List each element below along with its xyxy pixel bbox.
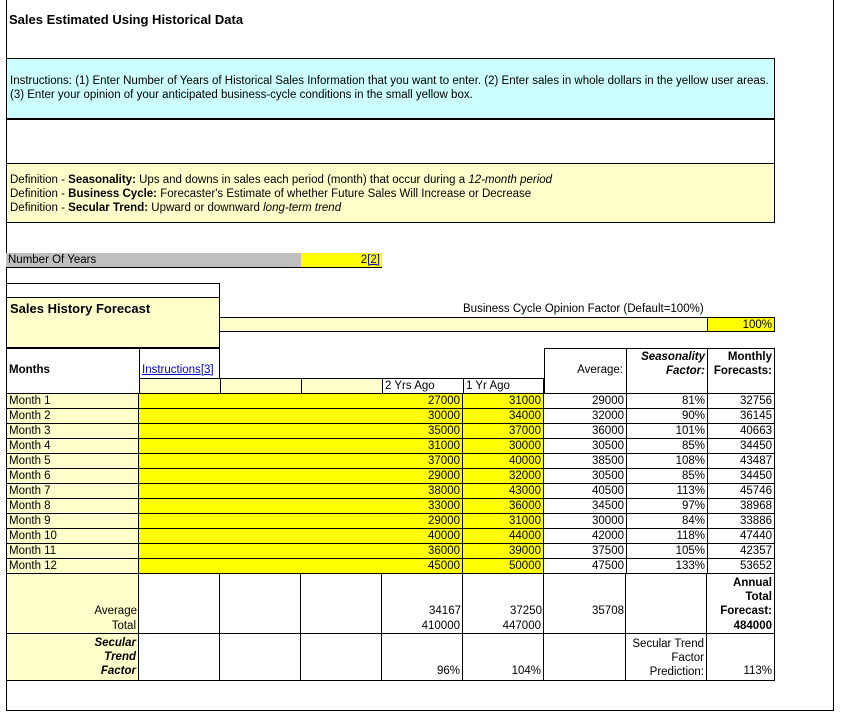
month-label: Month 5 (6, 454, 139, 469)
header-monthly-line2: Forecasts: (713, 365, 772, 377)
subheader-yellow (220, 378, 301, 394)
header-monthly (707, 348, 775, 378)
sales-2yrs-input[interactable]: 40000 (382, 529, 463, 544)
sales-1yr-input[interactable]: 40000 (463, 454, 544, 469)
summary-blank (301, 574, 382, 620)
instructions-input[interactable] (139, 544, 220, 559)
subheader-blank (6, 378, 139, 394)
input-cell[interactable] (220, 424, 301, 439)
average-value: 36000 (544, 424, 626, 439)
trend-prediction-label (626, 634, 707, 681)
secular-1yr: 104% (463, 634, 544, 681)
forecast-value: 43487 (707, 454, 775, 469)
seasonality-value: 90% (626, 409, 707, 424)
sales-2yrs-input[interactable]: 35000 (382, 424, 463, 439)
secular-blank (220, 634, 301, 681)
header-seasonality (626, 348, 707, 378)
sales-2yrs-input[interactable]: 29000 (382, 514, 463, 529)
forecast-value: 33886 (707, 514, 775, 529)
month-label: Month 11 (6, 544, 139, 559)
input-cell[interactable] (220, 484, 301, 499)
seasonality-value: 101% (626, 424, 707, 439)
average-overall: 35708 (592, 605, 624, 617)
forecast-value: 34450 (707, 469, 775, 484)
average-value: 42000 (544, 529, 626, 544)
annual-line3: Forecast: (720, 605, 772, 617)
input-cell[interactable] (301, 469, 382, 484)
header-monthly-line1: Monthly (727, 351, 772, 363)
input-cell[interactable] (301, 529, 382, 544)
instructions-input[interactable] (139, 454, 220, 469)
input-cell[interactable] (301, 559, 382, 574)
seasonality-value: 118% (626, 529, 707, 544)
total-blank (301, 619, 382, 634)
sales-1yr-input[interactable]: 30000 (463, 439, 544, 454)
sales-2yrs-input[interactable]: 38000 (382, 484, 463, 499)
sales-2yrs-input[interactable]: 30000 (382, 409, 463, 424)
seasonality-value: 85% (626, 469, 707, 484)
header-instructions[interactable] (139, 348, 220, 378)
seasonality-value: 81% (626, 394, 707, 409)
input-cell[interactable] (301, 544, 382, 559)
instructions-text: Instructions: (1) Enter Number of Years of Historical Sales Information that you want to enter. (2) Enter sales in whole dollars in the yellow user areas. (3) Enter your opinion of your anticipated business-cycle conditions in the small yellow box. (10, 75, 769, 101)
input-cell[interactable] (220, 469, 301, 484)
month-label: Month 2 (6, 409, 139, 424)
forecast-value: 36145 (707, 409, 775, 424)
input-cell[interactable] (220, 514, 301, 529)
average-value: 34500 (544, 499, 626, 514)
definition-term: Seasonality: (68, 174, 136, 186)
month-label: Month 10 (6, 529, 139, 544)
definition-prefix: Definition - (10, 188, 69, 200)
sales-2yrs-input[interactable]: 29000 (382, 469, 463, 484)
seasonality-value: 133% (626, 559, 707, 574)
month-label: Month 12 (6, 559, 139, 574)
blank-row (6, 119, 775, 164)
instructions-input[interactable] (139, 469, 220, 484)
average-value: 40500 (544, 484, 626, 499)
secular-2yrs: 96% (382, 634, 463, 681)
forecast-value: 47440 (707, 529, 775, 544)
instructions-input[interactable] (139, 529, 220, 544)
summary-blank (139, 574, 220, 620)
definition-text: Forecaster's Estimate of whether Future Sales Will Increase or Decrease (157, 188, 532, 200)
input-cell[interactable] (301, 439, 382, 454)
header-2yrs: 2 Yrs Ago (382, 378, 463, 394)
total-blank (139, 619, 220, 634)
secular-blank (139, 634, 220, 681)
seasonality-value: 105% (626, 544, 707, 559)
input-cell[interactable] (220, 559, 301, 574)
input-cell[interactable] (220, 409, 301, 424)
definition-term: Secular Trend: (68, 202, 149, 214)
instructions-input[interactable] (139, 484, 220, 499)
years-value[interactable]: 2 (360, 254, 368, 266)
input-cell[interactable] (301, 514, 382, 529)
average-value: 38500 (544, 454, 626, 469)
trend-prediction-line3: Prediction: (649, 666, 704, 678)
trend-prediction-line2: Factor (671, 652, 704, 664)
instructions-input[interactable] (139, 499, 220, 514)
trend-prediction-line1: Secular Trend (632, 638, 704, 650)
month-label: Month 7 (6, 484, 139, 499)
average-value: 29000 (544, 394, 626, 409)
instructions-panel (6, 58, 775, 119)
input-cell[interactable] (220, 499, 301, 514)
month-label: Month 6 (6, 469, 139, 484)
total-blank (220, 619, 301, 634)
sales-2yrs-input[interactable]: 33000 (382, 499, 463, 514)
header-1yr: 1 Yr Ago (463, 378, 544, 394)
forecast-value: 42357 (707, 544, 775, 559)
sales-2yrs-input[interactable]: 45000 (382, 559, 463, 574)
input-cell[interactable] (301, 394, 382, 409)
annual-forecast-value: 484000 (707, 619, 775, 634)
sales-1yr-input[interactable]: 36000 (463, 499, 544, 514)
average-value: 30500 (544, 469, 626, 484)
sales-1yr-input[interactable]: 44000 (463, 529, 544, 544)
forecast-value: 34450 (707, 439, 775, 454)
input-cell[interactable] (220, 544, 301, 559)
definition-prefix: Definition - (10, 202, 69, 214)
average-value: 30000 (544, 514, 626, 529)
trend-prediction-value: 113% (707, 634, 775, 681)
average-value: 30500 (544, 439, 626, 454)
input-cell[interactable] (220, 394, 301, 409)
sales-1yr-input[interactable]: 31000 (463, 394, 544, 409)
years-input[interactable] (301, 253, 382, 268)
forecast-value: 38968 (707, 499, 775, 514)
average-1yr: 37250 (510, 605, 542, 617)
instructions-input[interactable] (139, 559, 220, 574)
subheader-yellow (301, 378, 382, 394)
total-1yr: 447000 (463, 619, 544, 634)
secular-trend-label (6, 634, 139, 681)
header-average: Average: (544, 348, 626, 378)
instructions-input[interactable] (139, 424, 220, 439)
sales-1yr-input[interactable]: 32000 (463, 469, 544, 484)
definition-emphasis: 12-month period (468, 174, 553, 186)
input-cell[interactable] (301, 484, 382, 499)
sales-2yrs-input[interactable]: 37000 (382, 454, 463, 469)
years-label: Number Of Years (6, 253, 301, 268)
sales-2yrs-input[interactable]: 27000 (382, 394, 463, 409)
section-top-cell (6, 283, 220, 298)
summary-blank (220, 574, 301, 620)
instructions-footnote-link[interactable]: [3] (200, 364, 214, 376)
header-months: Months (6, 348, 139, 378)
definition-text: Upward or downward (148, 202, 264, 214)
secular-line1: Secular (94, 637, 136, 649)
definition-prefix: Definition - (10, 174, 69, 186)
sales-1yr-input[interactable]: 37000 (463, 424, 544, 439)
month-label: Month 8 (6, 499, 139, 514)
secular-line2: Trend (104, 651, 136, 663)
instructions-header-label[interactable]: Instructions (142, 364, 201, 376)
summary-blank (626, 574, 707, 620)
secular-line3: Factor (100, 665, 136, 677)
seasonality-value: 113% (626, 484, 707, 499)
forecast-value: 32756 (707, 394, 775, 409)
instructions-input[interactable] (139, 514, 220, 529)
sales-2yrs-input[interactable]: 31000 (382, 439, 463, 454)
subheader-blank (707, 378, 775, 394)
forecast-value: 53652 (707, 559, 775, 574)
month-label: Month 3 (6, 424, 139, 439)
input-cell[interactable] (301, 499, 382, 514)
total-row-label: Total (6, 619, 139, 634)
subheader-blank (626, 378, 707, 394)
month-label: Month 1 (6, 394, 139, 409)
input-cell[interactable] (220, 529, 301, 544)
business-cycle-strip (220, 317, 707, 332)
input-cell[interactable] (301, 424, 382, 439)
annual-line1: Annual (733, 577, 772, 589)
instructions-input[interactable] (139, 409, 220, 424)
input-cell[interactable] (301, 454, 382, 469)
seasonality-value: 97% (626, 499, 707, 514)
section-title: Sales History Forecast (6, 298, 220, 348)
definition-emphasis: long-term trend (263, 202, 342, 214)
input-cell[interactable] (220, 454, 301, 469)
forecast-value: 40663 (707, 424, 775, 439)
definition-secular-trend (10, 201, 552, 215)
business-cycle-label: Business Cycle Opinion Factor (Default=100%) (463, 303, 704, 315)
secular-blank (544, 634, 626, 681)
average-row-label: Average (94, 605, 137, 617)
average-value: 37500 (544, 544, 626, 559)
definitions-panel (6, 163, 775, 223)
instructions-input[interactable] (139, 394, 220, 409)
seasonality-value: 85% (626, 439, 707, 454)
sales-1yr-input[interactable]: 50000 (463, 559, 544, 574)
definition-text: Ups and downs in sales each period (month) that occur during a (135, 174, 469, 186)
sales-1yr-input[interactable]: 31000 (463, 514, 544, 529)
subheader-yellow (139, 378, 220, 394)
sales-1yr-input[interactable]: 39000 (463, 544, 544, 559)
sales-2yrs-input[interactable]: 36000 (382, 544, 463, 559)
total-2yrs: 410000 (382, 619, 463, 634)
years-footnote-link[interactable]: [2] (367, 254, 380, 266)
seasonality-value: 108% (626, 454, 707, 469)
total-blank (544, 619, 626, 634)
business-cycle-input[interactable]: 100% (707, 317, 775, 332)
definition-business-cycle (10, 187, 552, 201)
subheader-blank (544, 378, 626, 394)
definition-term: Business Cycle: (68, 188, 158, 200)
annual-line2: Total (745, 591, 772, 603)
input-cell[interactable] (301, 409, 382, 424)
forecast-value: 45746 (707, 484, 775, 499)
sales-1yr-input[interactable]: 34000 (463, 409, 544, 424)
header-seasonality-line1: Seasonality (641, 351, 705, 363)
average-value: 47500 (544, 559, 626, 574)
secular-blank (301, 634, 382, 681)
sales-1yr-input[interactable]: 43000 (463, 484, 544, 499)
average-value: 32000 (544, 409, 626, 424)
definition-seasonality (10, 173, 552, 187)
seasonality-value: 84% (626, 514, 707, 529)
month-label: Month 9 (6, 514, 139, 529)
input-cell[interactable] (220, 439, 301, 454)
header-seasonality-line2: Factor: (666, 365, 705, 377)
average-2yrs: 34167 (429, 605, 461, 617)
page-title: Sales Estimated Using Historical Data (9, 12, 244, 27)
total-blank (626, 619, 707, 634)
month-label: Month 4 (6, 439, 139, 454)
annual-forecast-label (707, 574, 775, 620)
instructions-input[interactable] (139, 439, 220, 454)
